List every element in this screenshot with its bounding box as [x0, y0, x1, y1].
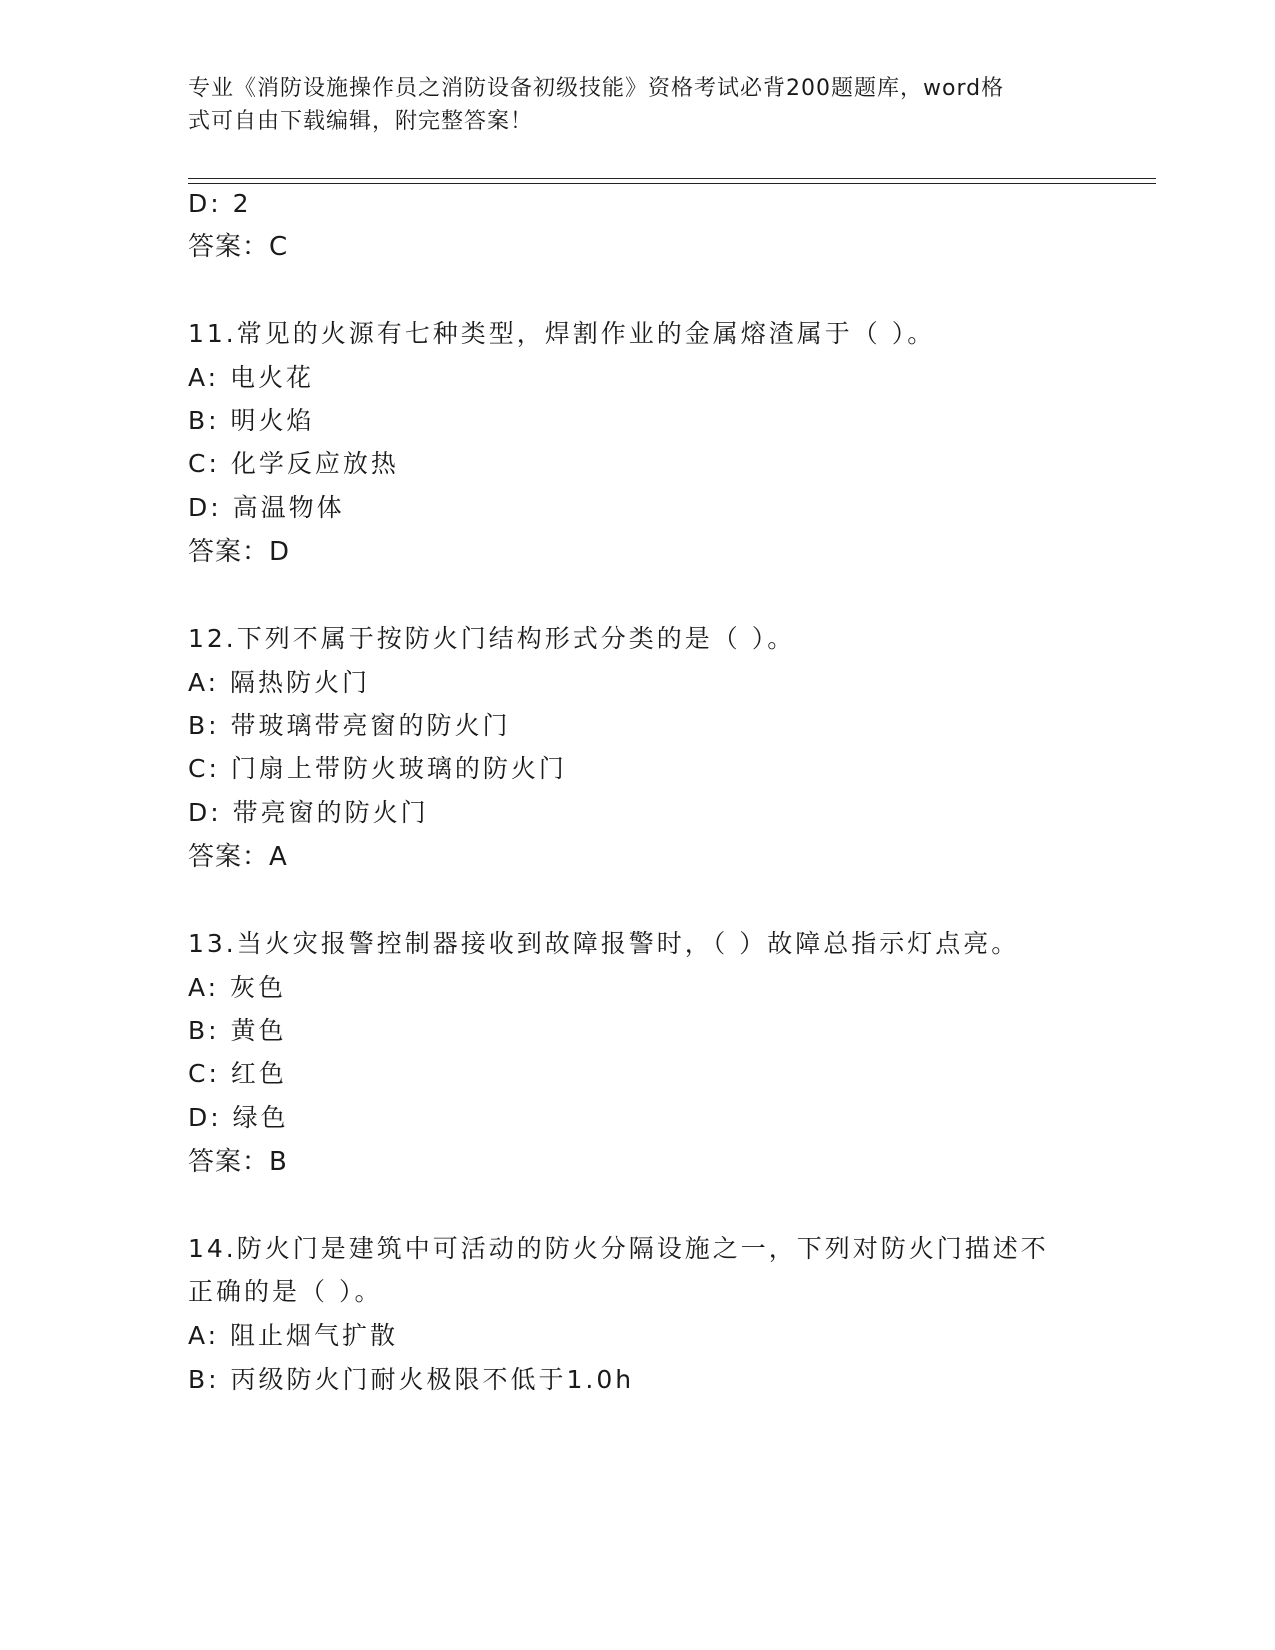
q12-answer: 答案：A: [188, 842, 288, 872]
q14-option-a: A: 阻止烟气扩散: [188, 1321, 399, 1350]
q11-stem: 11.常见的火源有七种类型，焊割作业的金属熔渣属于（ ）。: [188, 319, 936, 348]
q11-answer: 答案：D: [188, 537, 291, 567]
prev-answer: 答案：C: [188, 232, 289, 262]
q12-option-c: C: 门扇上带防火玻璃的防火门: [188, 754, 567, 783]
q13-answer: 答案：B: [188, 1147, 288, 1177]
header-line-1: 专业《消防设施操作员之消防设备初级技能》资格考试必背200题题库，word格: [188, 76, 1005, 101]
q12-option-d: D: 带亮窗的防火门: [188, 798, 429, 827]
q14-option-b: B: 丙级防火门耐火极限不低于1.0h: [188, 1365, 635, 1394]
q11-option-a: A: 电火花: [188, 363, 315, 392]
header-divider-top: [188, 178, 1156, 179]
q13-option-a: A: 灰色: [188, 973, 287, 1002]
q14-stem-line-1: 14.防火门是建筑中可活动的防火分隔设施之一，下列对防火门描述不: [188, 1234, 1049, 1263]
q12-option-b: B: 带玻璃带亮窗的防火门: [188, 711, 511, 740]
q13-option-c: C: 红色: [188, 1059, 287, 1088]
header-divider-bottom: [188, 183, 1156, 184]
q11-option-b: B: 明火焰: [188, 406, 315, 435]
q13-stem: 13.当火灾报警控制器接收到故障报警时，（ ）故障总指示灯点亮。: [188, 929, 1020, 958]
header-line-2: 式可自由下载编辑，附完整答案！: [188, 109, 534, 134]
q12-stem: 12.下列不属于按防火门结构形式分类的是（ ）。: [188, 624, 796, 653]
prev-option-d: D: 2: [188, 189, 252, 218]
q11-option-c: C: 化学反应放热: [188, 449, 399, 478]
q12-option-a: A: 隔热防火门: [188, 668, 371, 697]
q11-option-d: D: 高温物体: [188, 493, 345, 522]
document-header: [188, 72, 1088, 138]
q13-option-b: B: 黄色: [188, 1016, 287, 1045]
q14-stem-line-2: 正确的是（ ）。: [188, 1277, 383, 1306]
q13-option-d: D: 绿色: [188, 1103, 289, 1132]
